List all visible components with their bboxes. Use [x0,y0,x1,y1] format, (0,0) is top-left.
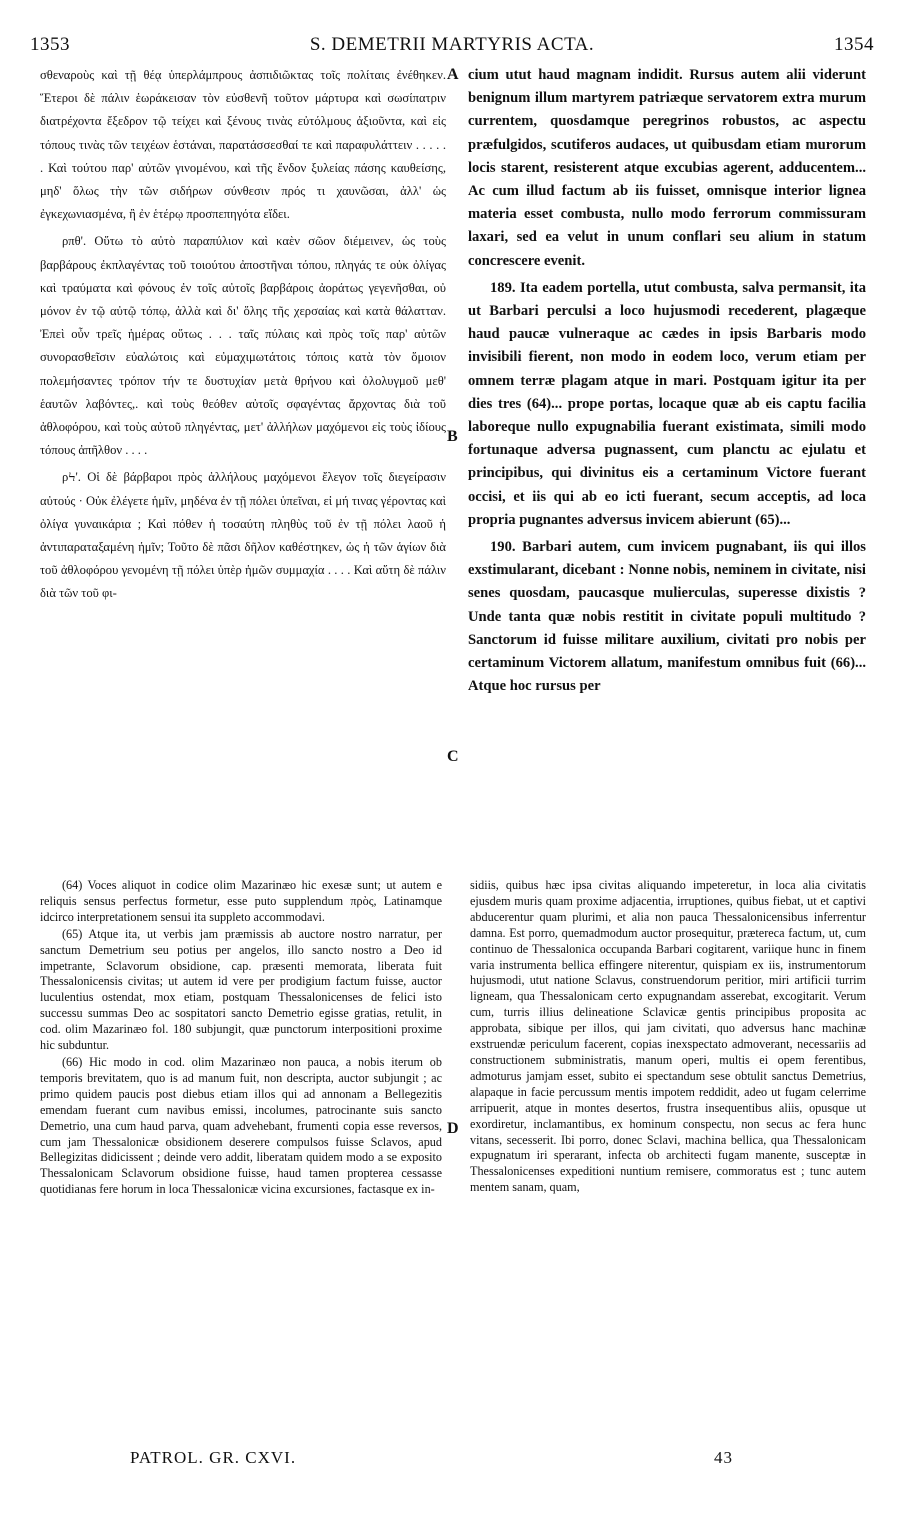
running-title: S. DEMETRII MARTYRIS ACTA. [309,34,595,55]
latin-paragraph: 189. Ita eadem portella, utut combusta, salva permansit, ita ut Barbari perculsi a loco hujusmodi recederent, plagæque haud paucæ vulneraque ac cædes in ipsis Barbaris modo invisibili fierent, non modo in eodem loco, verum etiam per omnem terræ plagam atque in mari. Postquam igitur ita per dies tres (64)... prope portas, locaque quæ ab eis captu facilia laboreque nullo expugnabilia fuerant existimata, simili modo fortunaque adversa pugnassent, cum planctu ac ejulatu et principibus, qui divinitus eis a certaminum Victore fuerant occisi, et iis qui ab eo icti fuerant, secum acceptis, ad loca propria pugnantes adversus invicem abierunt (65)... [468,279,866,528]
margin-letter: C [447,748,459,765]
margin-letter: D [447,1120,459,1137]
footnote: (66) Hic modo in cod. olim Mazarinæo non pauca, a nobis iterum ob temporis brevitatem, quo is ad manum fuit, non descripta, auctor subjungit ; ac primo quidem paucis post diebus etiam illos qui ad annonam a Bellegezitis emendam fuerant cum navibus emissi, incolumes, patrocinante suis sancto Demetrio, una cum haud parva, quam advehebant, frumenti copia esse reversos, cum jam Thessalonicæ obsidionem deserere compulsos fuisse Sclavos, apud Bellegizitas didicissent ; deinde vero addit, liberatam quidem modo a se exposito Thessalonicam Sclavorum obsidione fuisse, haud tamen propterea cessasse quotidianas fere horum in loca Thessalonicæ vicina excursiones, factasque ex in- [40,1054,442,1197]
footnotes-left [40,878,442,1198]
footer-signature: 43 [714,1448,733,1467]
margin-letter: B [447,428,458,445]
greek-text-column [40,64,446,606]
greek-paragraph: σθεναροὺς καὶ τῇ θέᾳ ὑπερλάμπρους ἀσπιδιῶκτας τοῖς πολίταις ἐνέθηκεν. Ἕτεροι δὲ πάλιν ἑωράκεισαν τὸν εὐσθενῆ τοῦτον μάρτυρα καὶ σωσίπατριν διατρέχοντα ἔξεδρον τῷ τείχει καὶ ξένους τινὰς εὐτόλμους ἀξιοῦντα, καὶ εἰς τόπους τινὰς τῶν τειχέων ἑστάναι, παρατάσσεσθαί τε καὶ παραφυλάττειν . . . . . . Καὶ τούτου παρ' αὐτῶν γινομένου, καὶ τῆς ἔνδον ξυλείας πάσης καυθείσης, μηδ' ὅλως τὴν τῶν σιδήρων σύνθεσιν πρός τι χαυνῶσαι, ἀλλ' ὡς ἐγκεχωνιασμένα, ἢ ἐν ἑτέρῳ προσπεπηγότα εἴδει. [40,68,446,222]
margin-letter: A [447,66,459,83]
greek-paragraph: ρϞ'. Οἱ δὲ βάρβαροι πρὸς ἀλλήλους μαχόμενοι ἔλεγον τοῖς διεγείρασιν αὐτούς · Οὐκ ἐλέγετε ἡμῖν, μηδένα ἐν τῇ πόλει ὑπεῖναι, εἰ μή τινας γέροντας καὶ ὀλίγα γυναικάρια ; Καὶ πόθεν ἡ τοσαύτη πληθὺς τοῦ ἐν τῇ πόλει λαοῦ ἡ ἀντιπαραταξαμένη ἡμῖν; Τοῦτο δὲ πᾶσι δῆλον καθέστηκεν, ὡς ἡ τῶν ἁγίων διὰ τοῦ ἀθλοφόρου γενομένη τῇ πόλει ὑπὲρ ἡμῶν συμμαχία . . . . Καὶ αὕτη δὲ πάλιν διὰ τῶν τοῦ φι- [40,470,446,601]
latin-paragraph: cium utut haud magnam indidit. Rursus autem alii viderunt benignum illum martyrem patriæque servatorem extra murum currentem, quosdamque peregrinos robustos, ac aspectu præfulgidos, scutiferos audaces, ut quibusdam etiam murorum locis starent, resisterent atque excubias agerent, adducentem... Ac cum illud factum ab iis fuisset, omnisque interior lignea materia esset combusta, nullo modo ferrorum commissuram laxari, sed ea velut in unum conflari seu alium in statum concrescere evenit. [468,67,866,269]
footnote: (65) Atque ita, ut verbis jam præmissis ab auctore nostro narratur, per sanctum Demetrium seu potius per angelos, illo sancto nostro a Deo id impetrante, Sclavorum obsidione, cap. præsenti memorata, liberata fuit Thessalonicensis civitas; ut autem id vere per prodigium factum fuisse, auctor luculentius ostendat, mox etiam, postquam Thessalonicenses de felici isto successu summas Deo ac sospitatori sancto Demetrio egisse gratias, retulit, in cod. olim Mazarinæo fol. 180 subjungit, quæ punctorum interpositioni proxime hic subduntur. [40,926,442,1053]
latin-text-column [468,64,866,698]
greek-paragraph: ρπθ'. Οὕτω τὸ αὐτὸ παραπύλιον καὶ καὲν σῶον διέμεινεν, ὡς τοὺς βαρβάρους ἐκπλαγέντας τοῦ τοιούτου ἀποστῆναι τόπου, πληγάς τε οὐκ ὀλίγας καὶ τραύματα καὶ φόνους ἐν τοῖς αὐτοῖς βαρβάροις ἀοράτως γεγενῆσθαι, οὐ μόνον ἐν τῷ αὐτῷ τόπῳ, ἀλλὰ καὶ δι' ὅλης τῆς χερσαίας καὶ κατὰ θάλατταν. Ἐπεὶ οὖν τρεῖς ἡμέρας οὕτως . . . ταῖς πύλαις καὶ πρὸς τοῖς παρ' αὐτῶν συνορασθεῖσιν εὐαλώτοις καὶ εὐμαχιμωτάτοις τόποις κατὰ τὸν ὅμοιον πολεμήσαντες τρόπον τήν τε δυστυχίαν μετὰ θρήνου καὶ ὀλολυγμοῦ μεθ' ἑαυτῶν λαβόντες,. καὶ τοὺς θεόθεν αὐτοῖς σφαγέντας ἄρχοντας διὰ τοῦ ἀθλοφόρου, καὶ τοὺς αὐτοῦ πληγέντας, μετ' ἀλλήλων μαχόμενοι εἰς τοὺς ἰδίους τόπους ἀπῆλθον . . . . [40,234,446,458]
running-header [30,34,874,64]
footnotes-right [470,878,866,1196]
footnote: (64) Voces aliquot in codice olim Mazarinæo hic exesæ sunt; ut autem e reliquis sensus perfectus formetur, esse puto supplendum πρὸς, Latinamque idcirco interpretationem sensui ita suppleto accommodavi. [40,878,442,924]
footer-series: PATROL. GR. CXVI. [130,1448,297,1467]
page-number-left: 1353 [30,34,70,55]
page-number-right: 1354 [834,34,874,55]
footnote-continuation: sidiis, quibus hæc ipsa civitas aliquando impeteretur, in loca alia civitatis ejusdem muris quam proxime adjacentia, irruptiones, quibus fiebat, ut et captivi abducerentur quam plurimi, et alia non pauca Thessalonicensibus inferrentur damna. Est porro, quemadmodum auctor prosequitur, prætereca factum, ut, cum continuo de Thessalonica occupanda Barbari cogitarent, variique hunc in finem varia instrumenta bellica effingere niterentur, quispiam ex iis, instrumentorum hujusmodi, utut natione Sclavus, construendorum peritior, miri artificii turrim ligneam, qua Thessalonicam certo expugnandam asserebat, excogitarit. Verum cum, turris illius delineatione Sclavicæ gentis principibus proposita ac approbata, sibique per illos, qui jam civitati, quo adversus hanc machinæ exstruendæ periculum facerent, copias inexspectato admoverant, necessariis ad constructionem subministratis, manum operi, multis ei opem ferentibus, admoturus jamjam esset, subito ei spectandum sese obtulit sanctus Demetrius, alapaque in facie percussum mentis impotem reddidit, adeo ut fugam celerrime arripuerit, atque in montes desertos, frustra insequentibus aliis, opusque ut exordiretur, inclamantibus, ex hominum conspectu, non secus ac fera hunc vitans, secesserit. Ibi porro, donec Sclavi, machina bellica, qua Thessalonicam expugnatum iri sperarant, infecta ob architecti fugam manente, susceptæ in Thessalonicenses expeditioni nuntium remisere, commoratus est ; tunc autem mentem sanam, quam, [470,878,866,1195]
latin-paragraph: 190. Barbari autem, cum invicem pugnabant, iis qui illos exstimularant, dicebant : Nonne nobis, neminem in civitate, nisi senes quosdam, paucasque mulierculas, superesse dixistis ? Unde tanta quæ nobis restitit in civitate populi multitudo ? Sanctorum id fuisse militare auxilium, civitati pro nobis per certaminum Victorem allatum, manifestum omnibus fuit (66)... Atque hoc rursus per [468,539,866,695]
